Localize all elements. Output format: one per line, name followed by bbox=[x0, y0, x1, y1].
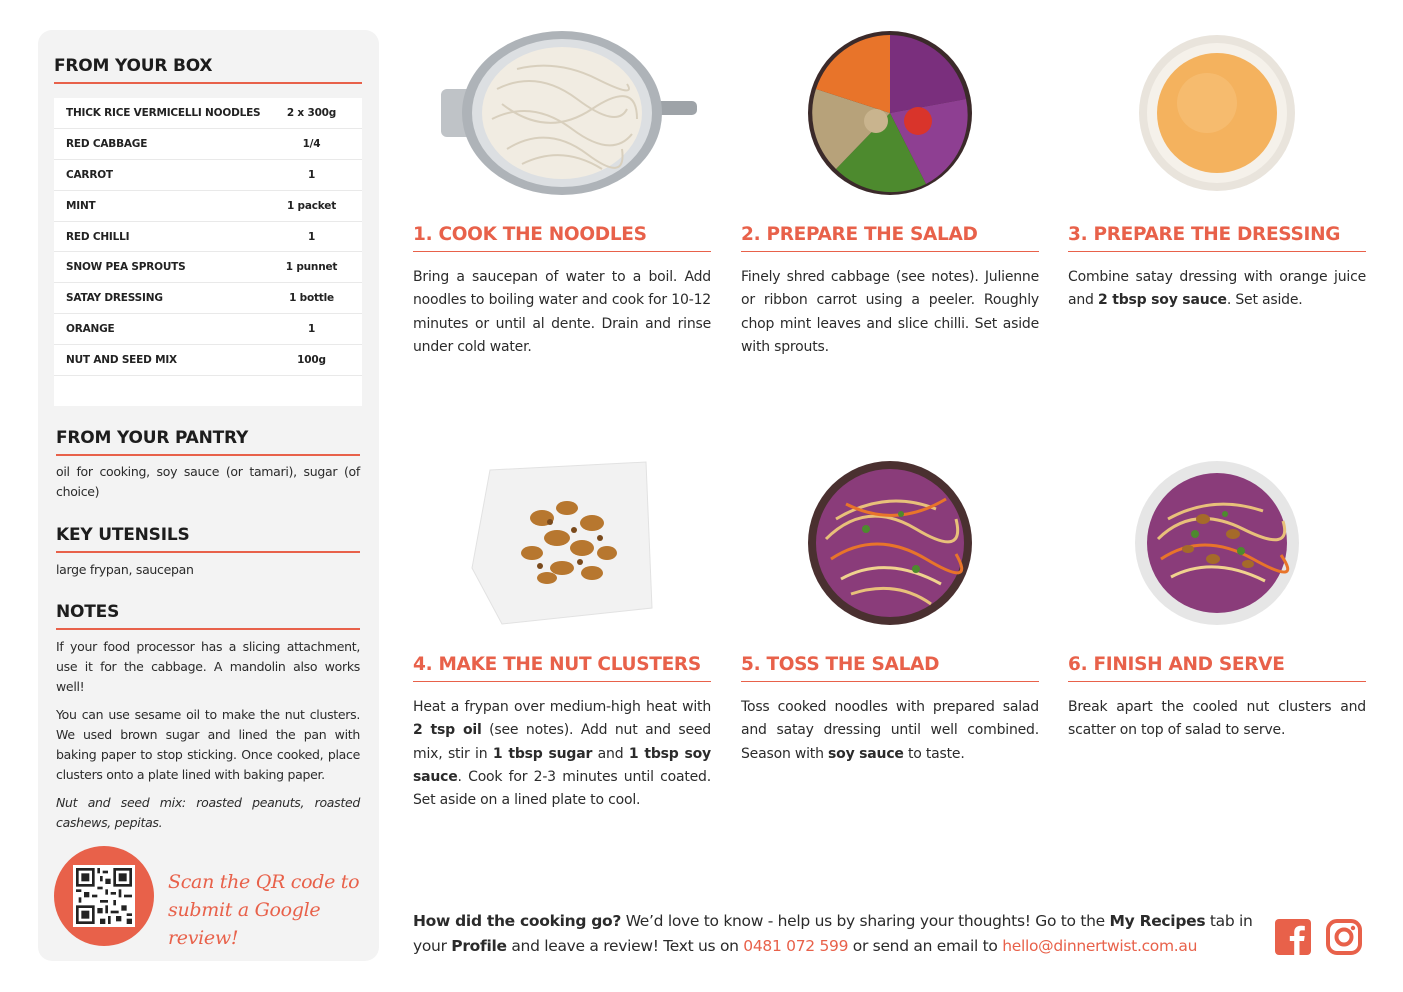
notes-title: NOTES bbox=[56, 602, 360, 630]
step-text-segment: Heat a frypan over medium-high heat with bbox=[413, 699, 711, 715]
table-row bbox=[54, 191, 362, 222]
from-your-pantry-title: FROM YOUR PANTRY bbox=[56, 428, 360, 456]
ingredient-qty: 1 punnet bbox=[285, 261, 338, 274]
table-row bbox=[54, 160, 362, 191]
key-utensils-title: KEY UTENSILS bbox=[56, 525, 360, 553]
utensils-text: large frypan, saucepan bbox=[56, 562, 194, 577]
step-text-segment: . Set aside. bbox=[1226, 292, 1303, 309]
ingredient-name: THICK RICE VERMICELLI NOODLES bbox=[66, 106, 261, 119]
table-row bbox=[54, 283, 362, 314]
step-text-bold: 2 tsp oil bbox=[413, 722, 482, 739]
salad-bowl-image bbox=[741, 28, 1039, 198]
step-text bbox=[741, 696, 1039, 766]
step-text-segment: . Cook for 2-3 minutes until coated. Set aside on a lined plate to cool. bbox=[413, 768, 711, 809]
step-5 bbox=[741, 458, 1039, 818]
ingredient-name: MINT bbox=[66, 199, 96, 212]
step-2 bbox=[741, 28, 1039, 368]
ingredient-qty: 1 bbox=[307, 323, 316, 336]
saucepan-noodles-image bbox=[413, 28, 711, 198]
step-text-bold: 1 tbsp sugar bbox=[492, 745, 593, 762]
step-title: 6. FINISH AND SERVE bbox=[1068, 654, 1366, 682]
ingredients-table bbox=[54, 98, 362, 406]
step-text bbox=[1068, 266, 1366, 313]
dressing-bowl-image bbox=[1068, 28, 1366, 198]
step-text-bold: 1 tbsp soy sauce bbox=[413, 745, 711, 785]
footer-text-segment: and leave a review! Text us on bbox=[506, 937, 744, 955]
footer-text-segment: How did the cooking go? bbox=[413, 912, 622, 930]
ingredient-name: ORANGE bbox=[66, 323, 115, 336]
qr-code-icon bbox=[73, 865, 135, 927]
step-1 bbox=[413, 28, 711, 368]
nut-clusters-image bbox=[413, 458, 711, 628]
feedback-footer bbox=[413, 909, 1263, 959]
note-paragraph: You can use sesame oil to make the nut clusters. We used brown sugar and lined the pan with baking paper to stop sticking. Once cooked, place clusters onto a plate lined with baking paper. bbox=[56, 707, 360, 782]
qr-code-badge[interactable] bbox=[54, 846, 154, 946]
instagram-icon[interactable] bbox=[1326, 919, 1362, 955]
table-row bbox=[54, 314, 362, 345]
step-text bbox=[1068, 696, 1366, 743]
ingredient-qty: 1 packet bbox=[286, 199, 337, 212]
qr-caption-line: submit a Google review! bbox=[168, 899, 321, 949]
pantry-text: oil for cooking, soy sauce (or tamari), sugar (of choice) bbox=[56, 464, 360, 499]
ingredient-name: SNOW PEA SPROUTS bbox=[66, 261, 186, 274]
ingredient-name: RED CHILLI bbox=[66, 230, 130, 243]
step-title: 5. TOSS THE SALAD bbox=[741, 654, 1039, 682]
step-text-segment: to taste. bbox=[903, 745, 965, 762]
step-title: 4. MAKE THE NUT CLUSTERS bbox=[413, 654, 711, 682]
footer-text-segment: We’d love to know - help us by sharing your thoughts! Go to the bbox=[621, 912, 1110, 930]
table-row bbox=[54, 252, 362, 283]
ingredient-qty: 1/4 bbox=[302, 137, 321, 150]
step-text-bold: 2 tbsp soy sauce bbox=[1098, 292, 1227, 309]
notes-body bbox=[56, 637, 360, 841]
step-text-segment: Toss cooked noodles with prepared salad and satay dressing until well combined. Season with bbox=[741, 699, 1039, 762]
footer-text-segment: tab in your bbox=[413, 912, 1253, 955]
note-paragraph: If your food processor has a slicing attachment, use it for the cabbage. A mandolin also works well! bbox=[56, 639, 360, 694]
ingredient-qty: 1 bottle bbox=[289, 292, 334, 305]
step-text-segment: and bbox=[592, 745, 629, 762]
ingredients-sidebar bbox=[38, 30, 379, 961]
footer-text-segment: Profile bbox=[451, 937, 507, 955]
step-title: 3. PREPARE THE DRESSING bbox=[1068, 224, 1366, 252]
step-text-segment: Bring a saucepan of water to a boil. Add noodles to boiling water and cook for 10-12 minutes or until al dente. Drain and rinse under cold water. bbox=[413, 269, 711, 355]
step-text-segment: Break apart the cooled nut clusters and scatter on top of salad to serve. bbox=[1068, 699, 1366, 739]
step-title: 1. COOK THE NOODLES bbox=[413, 224, 711, 252]
step-6 bbox=[1068, 458, 1366, 818]
qr-caption bbox=[168, 868, 368, 952]
step-text bbox=[413, 696, 711, 812]
ingredient-qty: 1 bbox=[307, 168, 316, 181]
ingredient-name: RED CABBAGE bbox=[66, 137, 148, 150]
ingredient-qty: 1 bbox=[307, 230, 316, 243]
step-4 bbox=[413, 458, 711, 818]
footer-text-segment: or send an email to bbox=[848, 937, 1003, 955]
tossed-salad-image bbox=[741, 458, 1039, 628]
ingredient-qty: 2 x 300g bbox=[286, 106, 337, 119]
ingredient-qty: 100g bbox=[297, 354, 326, 367]
note-paragraph: Nut and seed mix: roasted peanuts, roasted cashews, pepitas. bbox=[56, 795, 360, 830]
step-text-segment: Combine satay dressing with orange juice and bbox=[1068, 269, 1366, 309]
contact-link[interactable]: 0481 072 599 bbox=[743, 937, 849, 955]
table-row bbox=[54, 98, 362, 129]
footer-text-segment: My Recipes bbox=[1109, 912, 1206, 930]
step-text bbox=[741, 266, 1039, 359]
step-text-segment: (see notes). Add nut and seed mix, stir in bbox=[413, 722, 711, 762]
qr-caption-line: Scan the QR code to bbox=[168, 871, 360, 893]
step-text bbox=[413, 266, 711, 359]
step-3 bbox=[1068, 28, 1366, 368]
table-row bbox=[54, 222, 362, 253]
facebook-icon[interactable] bbox=[1275, 919, 1311, 955]
ingredient-name: SATAY DRESSING bbox=[66, 292, 163, 305]
step-title: 2. PREPARE THE SALAD bbox=[741, 224, 1039, 252]
step-text-bold: soy sauce bbox=[828, 745, 904, 762]
from-your-box-title: FROM YOUR BOX bbox=[54, 56, 362, 84]
served-salad-image bbox=[1068, 458, 1366, 628]
ingredient-name: NUT AND SEED MIX bbox=[66, 354, 177, 367]
contact-link[interactable]: hello@dinnertwist.com.au bbox=[1002, 937, 1198, 955]
step-text-segment: Finely shred cabbage (see notes). Julienne or ribbon carrot using a peeler. Roughly chop mint leaves and slice chilli. Set aside with sprouts. bbox=[741, 269, 1039, 355]
table-row bbox=[54, 129, 362, 160]
ingredient-name: CARROT bbox=[66, 168, 113, 181]
table-row bbox=[54, 345, 362, 376]
